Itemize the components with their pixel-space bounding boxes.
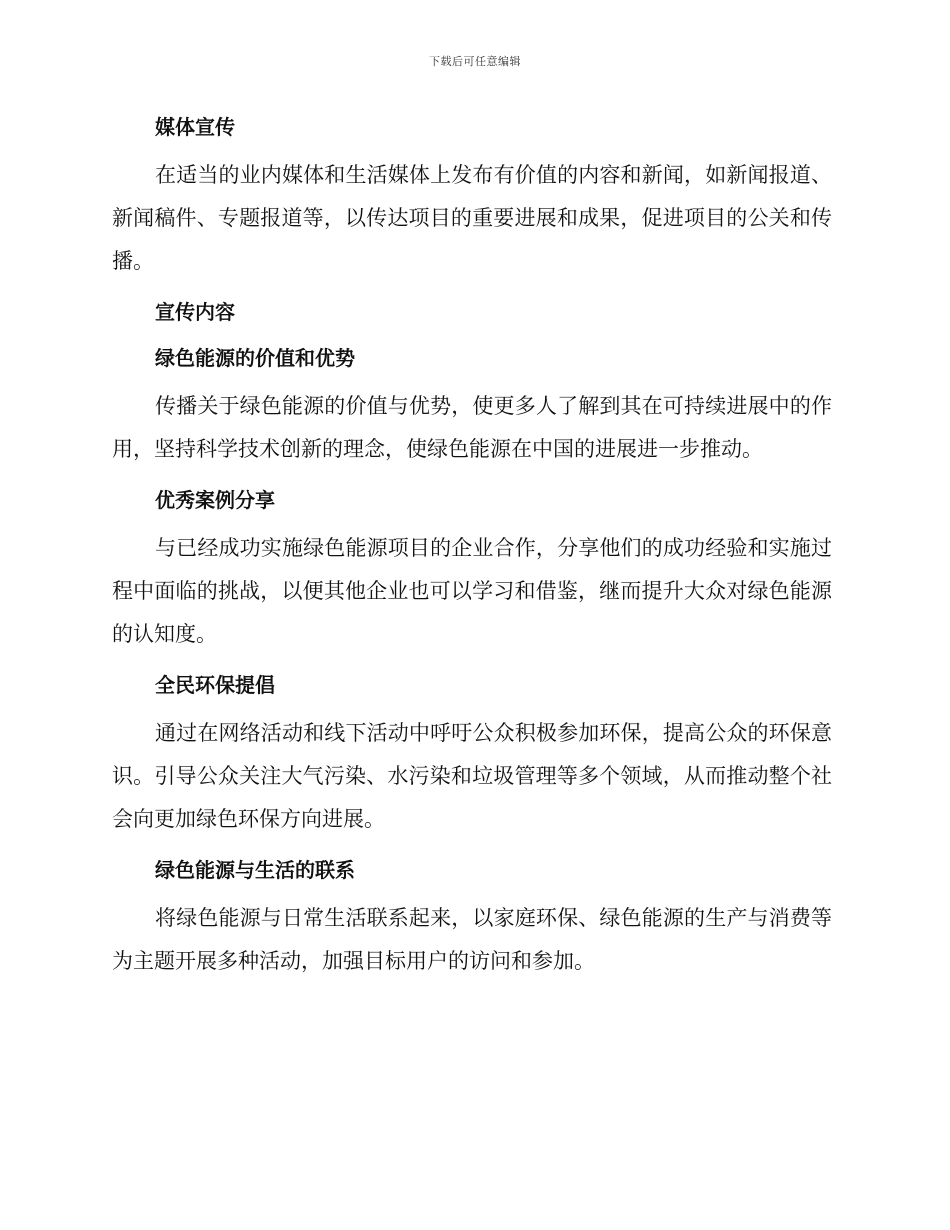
section-heading-publicity-content: 宣传内容: [155, 300, 235, 324]
section-heading-environmental-advocacy: 全民环保提倡: [155, 673, 275, 697]
section-paragraph-media-publicity: 在适当的业内媒体和生活媒体上发布有价值的内容和新闻，如新闻报道、新闻稿件、专题报道等，以传达项目的重要进展和成果，促进项目的公关和传播。: [112, 163, 832, 273]
section-heading-media-publicity: 媒体宣传: [155, 115, 235, 139]
document-body: [112, 108, 832, 993]
section-paragraph-environmental-advocacy: 通过在网络活动和线下活动中呼吁公众积极参加环保，提高公众的环保意识。引导公众关注大气污染、水污染和垃圾管理等多个领域，从而推动整个社会向更加绿色环保方向进展。: [112, 721, 832, 831]
header-note: 下载后可任意编辑: [429, 55, 521, 68]
section-heading-energy-and-life: 绿色能源与生活的联系: [155, 858, 355, 882]
section-paragraph-green-energy-value: 传播关于绿色能源的价值与优势，使更多人了解到其在可持续进展中的作用，坚持科学技术创新的理念，使绿色能源在中国的进展进一步推动。: [112, 394, 832, 461]
section-heading-case-sharing: 优秀案例分享: [155, 488, 275, 512]
section-paragraph-energy-and-life: 将绿色能源与日常生活联系起来，以家庭环保、绿色能源的生产与消费等为主题开展多种活动，加强目标用户的访问和参加。: [112, 906, 832, 973]
section-paragraph-case-sharing: 与已经成功实施绿色能源项目的企业合作，分享他们的成功经验和实施过程中面临的挑战，以便其他企业也可以学习和借鉴，继而提升大众对绿色能源的认知度。: [112, 536, 832, 646]
section-heading-green-energy-value: 绿色能源的价值和优势: [155, 346, 355, 370]
